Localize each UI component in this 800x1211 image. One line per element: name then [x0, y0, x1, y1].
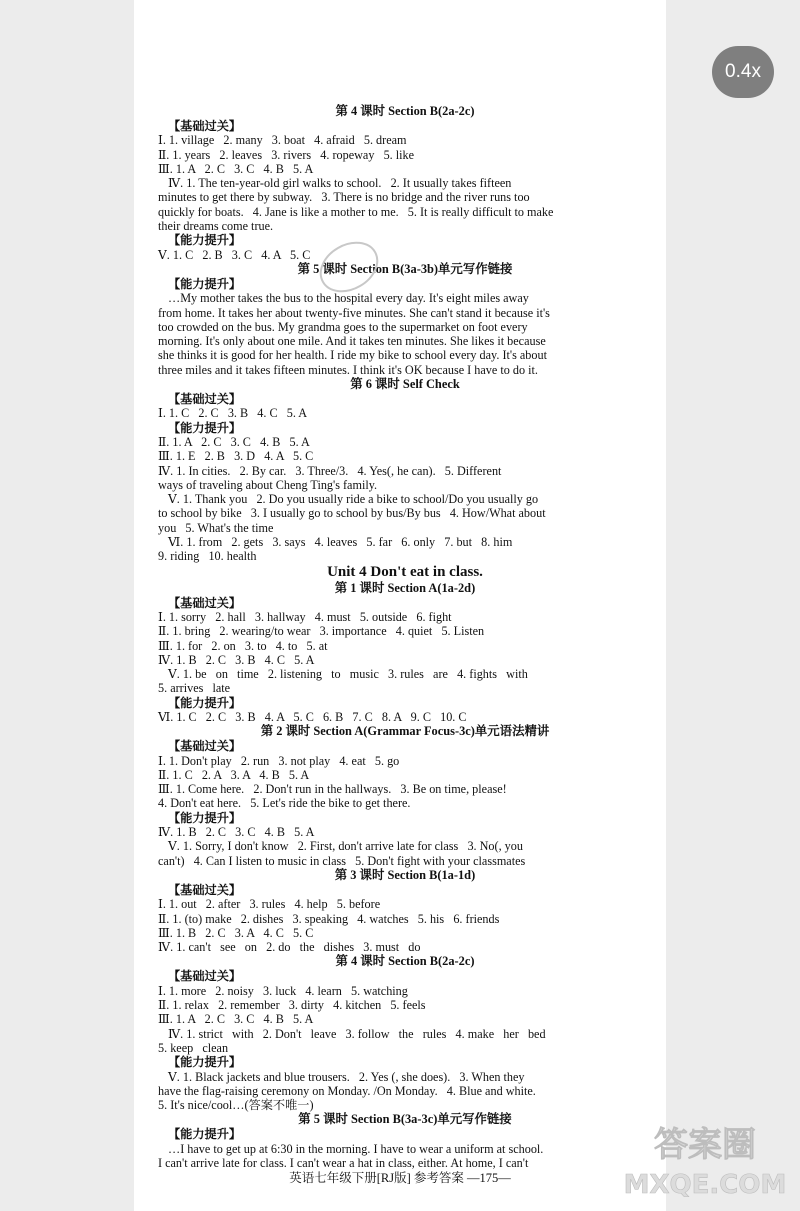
answer-line: Ⅲ. 1. for 2. on 3. to 4. to 5. at	[158, 638, 328, 653]
section-tag: 【基础过关】	[168, 739, 242, 754]
answer-line: Ⅳ. 1. B 2. C 3. B 4. C 5. A	[158, 652, 315, 667]
zoom-level-badge[interactable]: 0.4x	[712, 46, 774, 98]
answer-line: Ⅱ. 1. C 2. A 3. A 4. B 5. A	[158, 767, 310, 782]
answer-line: Ⅰ. 1. C 2. C 3. B 4. C 5. A	[158, 406, 308, 421]
answer-line: minutes to get there by subway. 3. There is no bridge and the river runs too	[158, 190, 530, 205]
answer-line: too crowded on the bus. My grandma goes to the supermarket on foot every	[158, 319, 528, 334]
answer-line: Ⅰ. 1. village 2. many 3. boat 4. afraid 5. dream	[158, 133, 407, 148]
answer-line: three miles and it takes fifteen minutes. I think it's OK because I have to do it.	[158, 362, 538, 377]
answer-line: she thinks it is good for her health. I ride my bike to school every day. It's about	[158, 348, 547, 363]
answer-line: Ⅳ. 1. The ten-year-old girl walks to school. 2. It usually takes fifteen	[168, 176, 512, 191]
answer-line: Ⅲ. 1. E 2. B 3. D 4. A 5. C	[158, 449, 314, 464]
answer-content	[158, 104, 652, 1170]
answer-line: Ⅴ. 1. be on time 2. listening to music 3. rules are 4. fights with	[168, 667, 528, 682]
answer-line: Ⅳ. 1. B 2. C 3. C 4. B 5. A	[158, 825, 315, 840]
answer-line: Ⅲ. 1. B 2. C 3. A 4. C 5. C	[158, 925, 314, 940]
section-tag: 【能力提升】	[168, 233, 242, 248]
answer-line: …My mother takes the bus to the hospital every day. It's eight miles away	[168, 291, 529, 306]
answer-line: Ⅱ. 1. (to) make 2. dishes 3. speaking 4. watches 5. his 6. friends	[158, 911, 500, 926]
answer-line: 5. arrives late	[158, 681, 231, 696]
answer-line: 9. riding 10. health	[158, 549, 257, 564]
answer-line: Ⅳ. 1. can't see on 2. do the dishes 3. must do	[158, 940, 421, 955]
section-tag: 【能力提升】	[168, 1055, 242, 1070]
answer-line: Ⅱ. 1. years 2. leaves 3. rivers 4. ropeway 5. like	[158, 147, 415, 162]
svg-text:答案圈: 答案圈	[654, 1125, 756, 1165]
lesson-heading: 第 4 课时 Section B(2a-2c)	[335, 104, 475, 118]
faint-stamp-icon	[314, 232, 384, 302]
answer-line: Ⅰ. 1. Don't play 2. run 3. not play 4. eat 5. go	[158, 753, 400, 768]
answer-line: their dreams come true.	[158, 219, 274, 234]
answer-line: Ⅲ. 1. Come here. 2. Don't run in the hallways. 3. Be on time, please!	[158, 782, 507, 797]
lesson-heading: 第 5 课时 Section B(3a-3b)单元写作链接	[297, 261, 513, 276]
section-tag: 【能力提升】	[168, 695, 242, 710]
section-tag: 【基础过关】	[168, 119, 242, 133]
answer-line: Ⅴ. 1. C 2. B 3. C 4. A 5. C	[158, 247, 311, 262]
answer-line: Ⅲ. 1. A 2. C 3. C 4. B 5. A	[158, 1012, 314, 1027]
answer-line: morning. It's only about one mile. And it takes ten minutes. She likes it because	[158, 334, 546, 349]
answer-line: you 5. What's the time	[158, 520, 274, 535]
answer-line: 4. Don't eat here. 5. Let's ride the bike to get there.	[158, 796, 411, 811]
lesson-heading: 第 2 课时 Section A(Grammar Focus-3c)单元语法精讲	[260, 724, 550, 739]
answer-line: Ⅱ. 1. relax 2. remember 3. dirty 4. kitchen 5. feels	[158, 998, 426, 1013]
answer-line: Ⅵ. 1. from 2. gets 3. says 4. leaves 5. far 6. only 7. but 8. him	[168, 535, 513, 550]
answer-line: Ⅴ. 1. Thank you 2. Do you usually ride a bike to school/Do you usually go	[168, 492, 539, 507]
lesson-heading: 第 6 课时 Self Check	[350, 377, 460, 392]
lesson-heading: 第 5 课时 Section B(3a-3c)单元写作链接	[298, 1112, 512, 1127]
answer-line: to school by bike 3. I usually go to school by bus/By bus 4. How/What about	[158, 506, 546, 521]
svg-text:MXQE.COM: MXQE.COM	[623, 1170, 787, 1200]
answer-line: ways of traveling about Cheng Ting's family.	[158, 477, 378, 492]
lesson-heading: 第 4 课时 Section B(2a-2c)	[335, 954, 475, 969]
answer-line: Ⅵ. 1. C 2. C 3. B 4. A 5. C 6. B 7. C 8. A 9. C 10. C	[158, 709, 467, 724]
answer-line: I can't arrive late for class. I can't wear a hat in class, either. At home, I can't	[158, 1156, 529, 1170]
answer-line: Ⅰ. 1. out 2. after 3. rules 4. help 5. before	[158, 897, 381, 912]
lesson-heading: 第 1 课时 Section A(1a-2d)	[334, 580, 476, 595]
section-tag: 【能力提升】	[168, 276, 242, 291]
section-tag: 【基础过关】	[168, 595, 242, 610]
answer-line: Ⅰ. 1. sorry 2. hall 3. hallway 4. must 5. outside 6. fight	[158, 609, 452, 624]
document-page	[134, 0, 666, 1211]
answer-line: 5. It's nice/cool…(答案不唯一)	[158, 1098, 314, 1113]
lesson-heading: 第 3 课时 Section B(1a-1d)	[334, 867, 476, 882]
section-tag: 【能力提升】	[168, 420, 242, 435]
answer-line: Ⅰ. 1. more 2. noisy 3. luck 4. learn 5. watching	[158, 983, 408, 998]
answer-line: quickly for boats. 4. Jane is like a mother to me. 5. It is really difficult to make	[158, 204, 554, 219]
answer-line: 5. keep clean	[158, 1040, 229, 1055]
site-watermark-logo	[620, 1118, 790, 1203]
answer-line: Ⅳ. 1. strict with 2. Don't leave 3. follow the rules 4. make her bed	[168, 1026, 546, 1041]
section-tag: 【能力提升】	[168, 1127, 242, 1142]
unit-title: Unit 4 Don't eat in class.	[327, 563, 483, 580]
answer-line: Ⅴ. 1. Sorry, I don't know 2. First, don't arrive late for class 3. No(, you	[168, 839, 523, 854]
answer-line: have the flag-raising ceremony on Monday. /On Monday. 4. Blue and white.	[158, 1083, 536, 1098]
answer-line: Ⅲ. 1. A 2. C 3. C 4. B 5. A	[158, 161, 314, 176]
section-tag: 【基础过关】	[168, 392, 242, 407]
section-tag: 【能力提升】	[168, 810, 242, 825]
answer-line: Ⅱ. 1. A 2. C 3. C 4. B 5. A	[158, 434, 310, 449]
answer-line: Ⅱ. 1. bring 2. wearing/to wear 3. importance 4. quiet 5. Listen	[158, 624, 485, 639]
section-tag: 【基础过关】	[168, 969, 242, 984]
answer-line: …I have to get up at 6:30 in the morning. I have to wear a uniform at school.	[168, 1141, 544, 1156]
answer-line: from home. It takes her about twenty-five minutes. She can't stand it because it's	[158, 305, 550, 320]
page-footer: 英语七年级下册[RJ版] 参考答案 —175—	[289, 1171, 511, 1185]
answer-line: can't) 4. Can I listen to music in class 5. Don't fight with your classmates	[158, 853, 526, 868]
answer-line: Ⅳ. 1. In cities. 2. By car. 3. Three/3. 4. Yes(, he can). 5. Different	[158, 463, 502, 478]
section-tag: 【基础过关】	[168, 882, 242, 897]
answer-line: Ⅴ. 1. Black jackets and blue trousers. 2. Yes (, she does). 3. When they	[168, 1069, 525, 1084]
